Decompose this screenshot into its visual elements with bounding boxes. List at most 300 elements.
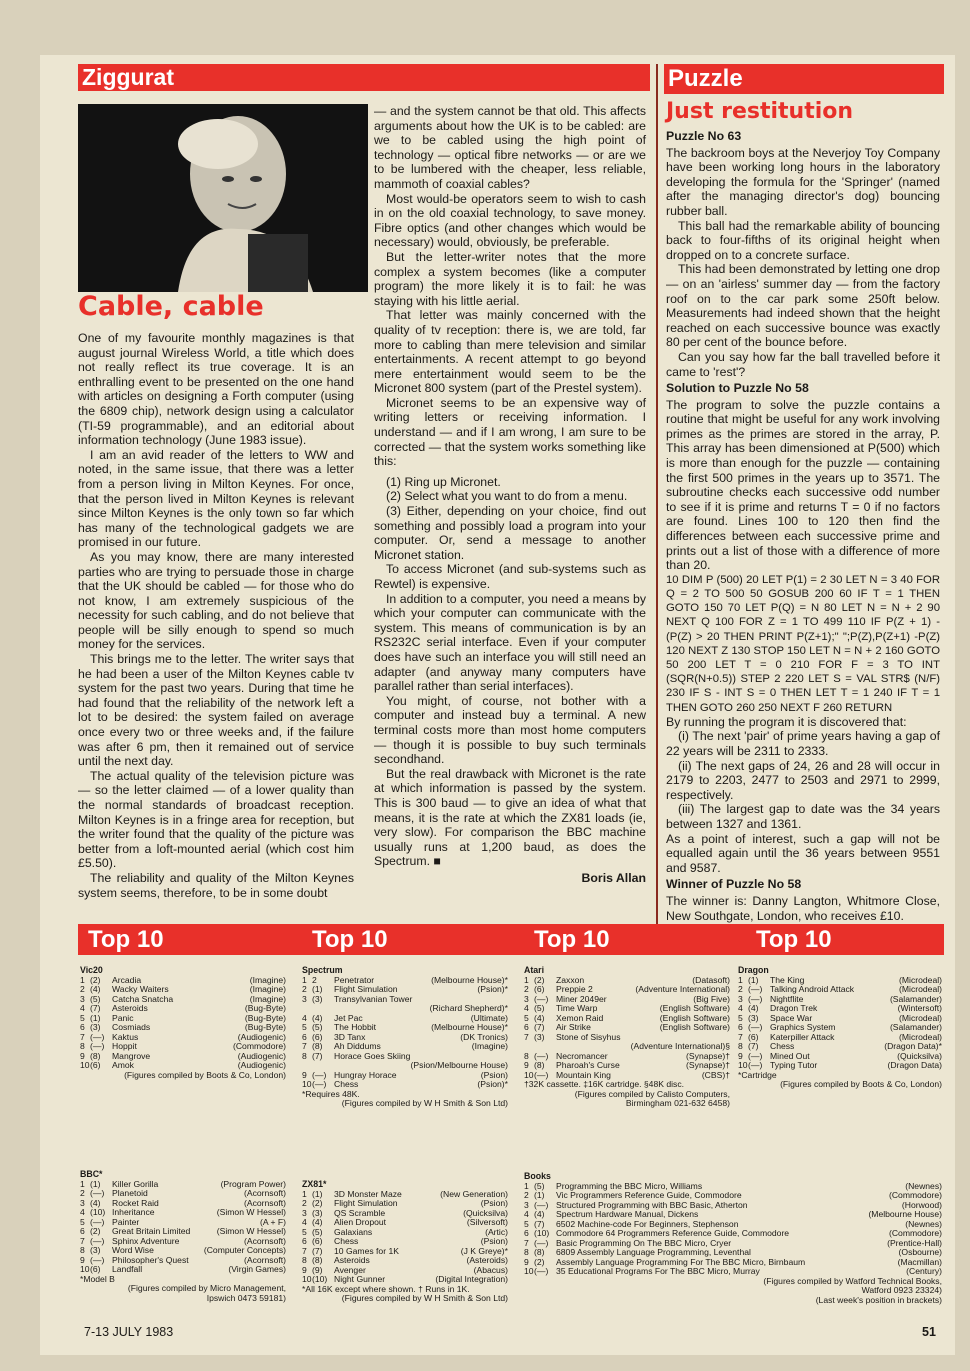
last-week-position: (—)	[90, 1031, 105, 1042]
chart-position: 2	[738, 984, 743, 994]
paragraph: As a point of interest, such a gap will not be equalled again until the 36 years between 9551 and 9587.	[666, 831, 940, 875]
chart-entry-title: Mangrove	[112, 1051, 151, 1061]
last-week-position: (2)	[534, 974, 545, 985]
last-week-position: (—)	[748, 993, 763, 1004]
chart-row	[524, 1210, 942, 1220]
last-week-position: (—)	[90, 1235, 105, 1246]
paragraph: The reliability and quality of the Milton Keynes system seems, therefore, to be in some doubt	[78, 870, 354, 900]
last-week-position: (5)	[90, 993, 101, 1004]
last-week-position: (—)	[312, 1069, 327, 1080]
chart-entry-publisher: (Psion)*	[477, 1079, 508, 1089]
last-week-position: (—)	[534, 1050, 549, 1061]
last-week-position: (10)	[90, 1207, 106, 1217]
chart-position: 8	[738, 1041, 743, 1051]
chart-entry-title: Galaxians	[334, 1227, 373, 1237]
chart-entry-publisher: (English Software)	[659, 1022, 730, 1032]
last-week-position: (2)	[90, 974, 101, 985]
chart-entry-title: Chess	[334, 1080, 359, 1089]
chart-entry-publisher: (Melbourne House)	[868, 1209, 942, 1219]
chart-entry-publisher: (Psion/Melbourne House)	[410, 1060, 508, 1070]
chart-entry-title: 10 Games for 1K	[334, 1246, 399, 1256]
paragraph: (iii) The largest gap to date was the 34 years between 1327 and 1361.	[666, 802, 940, 831]
chart-entry-publisher: (Microdeal)	[899, 1012, 942, 1023]
chart-entry-title: Vic Programmers Reference Guide, Commodore	[556, 1191, 742, 1200]
chart-footnote: (Figures compiled by Calisto Computers,	[574, 1088, 730, 1099]
chart-entry-title: Dragon Trek	[770, 1004, 818, 1013]
chart-position: 6	[524, 1228, 529, 1238]
chart-entry-publisher: (Imagine)	[249, 974, 286, 985]
chart-entry-title: Programming the BBC Micro, Williams	[556, 1181, 703, 1191]
chart-row	[524, 1239, 942, 1249]
chart-position: 8	[80, 1245, 85, 1255]
last-week-position: (7)	[748, 1041, 759, 1051]
last-week-position: (1)	[534, 1190, 545, 1200]
last-week-position: (2)	[534, 1256, 545, 1267]
chart-entry-title: Talking Android Attack	[770, 985, 855, 994]
chart-row	[302, 1061, 508, 1071]
last-week-position: (8)	[534, 1060, 545, 1070]
last-week-position: (1)	[90, 1178, 101, 1189]
chart-position: 6	[738, 1022, 743, 1032]
chart-entry-title: Miner 2049er	[556, 994, 607, 1004]
chart-entry-title: Alien Dropout	[334, 1218, 387, 1227]
chart-entry-publisher: (Audiogenic)	[237, 1031, 286, 1042]
chart-row	[302, 1042, 508, 1052]
chart-entry-publisher: (Commodore)	[888, 1228, 942, 1238]
chart-position: 1	[524, 974, 529, 985]
chart-entry-title: Planetoid	[112, 1189, 148, 1198]
puzzle-headline: Just restitution	[666, 99, 854, 124]
last-week-position: (1)	[312, 984, 323, 994]
last-week-position: (7)	[534, 1022, 545, 1032]
chart-entry-title: Kaktus	[112, 1032, 139, 1042]
chart-entry-title: 6502 Machine-code For Beginners, Stephenson	[556, 1219, 739, 1229]
top10-label: Top 10	[312, 926, 388, 953]
paragraph: As you may know, there are many interested parties who are trying to persuade those in charge that the UK should be cabled — for those who do not know, I am extremely suspicious of the necessity for such cabling, and do not believe that people will be silly enough to spend so much money for the services.	[78, 549, 354, 652]
chart-row	[524, 1061, 730, 1071]
chart-entry-title: Necromancer	[556, 1051, 608, 1061]
chart-position: 1	[524, 1180, 529, 1191]
chart-position: 8	[524, 1247, 529, 1257]
chart-entry-title: Ah Diddums	[334, 1042, 381, 1051]
column-divider	[656, 64, 658, 924]
chart-entry-publisher: (CBS)†	[701, 1069, 730, 1080]
chart-entry-publisher: (Commodore)	[888, 1190, 942, 1200]
chart-entry-title: Flight Simulation	[334, 1199, 398, 1208]
last-week-position: (4)	[90, 984, 101, 994]
chart-entry-title: Word Wise	[112, 1246, 154, 1255]
chart-entry-title: Inheritance	[112, 1208, 155, 1217]
chart-title: Books	[524, 1171, 551, 1181]
paragraph: The actual quality of the television picture was — so the letter claimed — of a lower quality than the normal standards of broadcast reception. Milton Keynes is in a fringe area for reception, but the writer found that the quality of the picture was better from a loft-mounted aerial (which cost him £5.50).	[78, 768, 354, 871]
chart-position: 8	[80, 1041, 85, 1051]
chart-entry-title: Xemon Raid	[556, 1013, 604, 1023]
chart-entry-title: Structured Programming with BBC Basic, Atherton	[556, 1200, 748, 1210]
chart-title: ZX81*	[302, 1179, 327, 1189]
chart-entry-title	[334, 1061, 411, 1071]
chart-position: 2	[80, 1188, 85, 1198]
chart-row	[524, 1191, 942, 1201]
paragraph: This had been demonstrated by letting one drop — on an 'airless' summer day — from the factory roof on to the car park some 250ft below. Measurements had indeed shown that the height reached on each successive bounce was exactly 80 per cent of the bounce before.	[666, 262, 940, 350]
paragraph: One of my favourite monthly magazines is that august journal Wireless World, a title which does not really reflect its true coverage. It is an enthralling event to be presented on the one hand with articles on designing a Forth computer (using the 6809 chip), network design using a calculator (TI-59 programmable), and an editorial about information technology (June 1983 issue).	[78, 331, 354, 448]
top10-label: Top 10	[756, 926, 832, 953]
chart-entry-publisher: (Psion)	[480, 1198, 508, 1208]
chart-position: 4	[80, 1207, 85, 1217]
chart-entry-publisher: (Melbourne House)*	[431, 974, 508, 985]
chart-position: 10	[524, 1069, 534, 1080]
chart-entry-publisher: (Digital Integration)	[435, 1274, 508, 1284]
last-week-position: (9)	[312, 1264, 323, 1275]
last-week-position: (10)	[534, 1228, 550, 1238]
last-week-position: (—)	[748, 1022, 763, 1032]
last-week-position: (4)	[534, 1012, 545, 1023]
last-week-position: (—)	[90, 1041, 105, 1051]
chart-position: 5	[302, 1226, 307, 1237]
chart-entry-publisher: (Imagine)	[471, 1041, 508, 1051]
chart-entry-publisher: (English Software)	[659, 1012, 730, 1023]
last-week-position: (—)	[534, 1199, 549, 1210]
chart-entry-publisher: (Program Power)	[220, 1178, 286, 1189]
chart-position: 10	[80, 1264, 90, 1274]
paragraph: Can you say how far the ball travelled before it came to 'rest'?	[666, 349, 940, 379]
chart-position: 1	[80, 1178, 85, 1189]
chart-entry-title: Typing Tutor	[770, 1061, 818, 1070]
paragraph: To access Micronet (and sub-systems such as Rewtel) is expensive.	[374, 562, 646, 591]
chart-entry-title: Commodore 64 Programmers Reference Guide, Commodore	[556, 1229, 790, 1238]
last-week-position: (7)	[90, 1003, 101, 1013]
chart-entry-title: Catcha Snatcha	[112, 994, 174, 1004]
chart-row	[302, 985, 508, 995]
chart-position: 4	[524, 1003, 529, 1013]
chart-entry-publisher: (Horwood)	[901, 1199, 942, 1210]
section-title: Puzzle	[668, 65, 743, 92]
chart-zx81	[302, 1180, 508, 1304]
chart-position: 6	[302, 1031, 307, 1042]
last-week-position: (—)	[312, 1079, 327, 1089]
last-week-position: (—)	[90, 1188, 105, 1198]
chart-entry-publisher: (Bug-Byte)	[244, 1012, 286, 1023]
chart-title: Atari	[524, 965, 545, 975]
puzzle-number: Puzzle No 63	[666, 129, 742, 143]
chart-entry-publisher: (New Generation)	[440, 1188, 508, 1199]
chart-entry-title: Jet Pac	[334, 1013, 363, 1023]
chart-position: 4	[80, 1003, 85, 1013]
chart-entry-title: Cosmiads	[112, 1023, 151, 1032]
chart-position: 8	[302, 1255, 307, 1265]
chart-footnote: (Figures compiled by Boots & Co, London)	[780, 1079, 942, 1089]
chart-entry-publisher: (Prentice-Hall)	[887, 1237, 942, 1248]
chart-entry-publisher: (Microdeal)	[899, 974, 942, 985]
last-week-position: (6)	[90, 1060, 101, 1070]
last-week-position: (—)	[534, 1266, 549, 1276]
chart-entry-title	[556, 1042, 631, 1052]
chart-position: 5	[738, 1012, 743, 1023]
chart-position: 7	[80, 1235, 85, 1246]
last-week-position: (—)	[748, 1060, 763, 1070]
chart-title: BBC*	[80, 1169, 103, 1179]
chart-footnote: (Figures compiled by W H Smith & Son Ltd)	[341, 1098, 508, 1108]
chart-entry-publisher: (Ultimate)	[470, 1012, 508, 1023]
chart-row	[524, 1220, 942, 1230]
paragraph: But the letter-writer notes that the more complex a system becomes (like a computer program) the more likely it is to fail: he was staying with his little aerial.	[374, 249, 646, 308]
article-headline: Cable, cable	[78, 291, 264, 322]
last-week-position: (—)	[748, 1050, 763, 1061]
chart-entry-publisher: (Synapse)†	[686, 1060, 730, 1070]
chart-position: 8	[302, 1050, 307, 1061]
section-title: Ziggurat	[82, 64, 174, 90]
chart-position: 1	[302, 974, 307, 985]
chart-entry-title: 3D Monster Maze	[334, 1189, 402, 1199]
chart-entry-title: The Hobbit	[334, 1023, 377, 1032]
chart-entry-publisher: (DK Tronics)	[460, 1031, 508, 1042]
chart-row	[524, 1258, 942, 1268]
paragraph: In addition to a computer, you need a means by which your computer can communicate with the system. This means of communication is by an RS232C serial interface. Even if your computer does have such an interface you will still need an adapter (and anyway many computers have parallel rather than serial interfaces).	[374, 591, 646, 694]
chart-entry-publisher: (A + F)	[259, 1216, 286, 1227]
last-week-position: (1)	[90, 1012, 101, 1023]
paragraph: By running the program it is discovered that:	[666, 714, 907, 729]
chart-position: 1	[80, 974, 85, 985]
chart-entry-publisher: (Virgin Games)	[228, 1264, 286, 1274]
chart-position: 9	[80, 1254, 85, 1265]
chart-entry-title: Arcadia	[112, 975, 142, 985]
chart-title: Dragon	[738, 965, 769, 975]
chart-entry-publisher: (Dragon Data)	[887, 1060, 942, 1070]
chart-entry-title	[334, 1004, 430, 1014]
page-number: 51	[922, 1325, 936, 1339]
chart-position: 1	[302, 1188, 307, 1199]
chart-entry-publisher: (Psion)	[480, 1069, 508, 1080]
paragraph: (2) Select what you want to do from a menu.	[386, 489, 628, 504]
chart-entry-publisher: (Imagine)	[249, 984, 286, 994]
puzzle-column	[666, 127, 940, 923]
chart-entry-publisher: (J K Greye)*	[460, 1245, 508, 1256]
last-week-position: (3)	[748, 1012, 759, 1023]
chart-row	[302, 1228, 508, 1238]
chart-position: 6	[80, 1226, 85, 1236]
last-week-position: (6)	[748, 1031, 759, 1042]
chart-entry-publisher: (Quicksilva)	[897, 1050, 942, 1061]
chart-footnote: *Model B	[80, 1273, 115, 1284]
chart-books	[524, 1172, 942, 1305]
chart-position: 9	[738, 1050, 743, 1061]
chart-entry-title: Time Warp	[556, 1004, 598, 1013]
last-week-position: 2	[312, 974, 317, 985]
chart-position: 4	[738, 1003, 743, 1013]
chart-entry-publisher: (Acornsoft)	[243, 1197, 286, 1208]
chart-vic20	[80, 966, 286, 1080]
chart-footnote: *Requires 48K.	[302, 1088, 360, 1099]
last-week-position: (7)	[312, 1050, 323, 1061]
last-week-position: (8)	[90, 1050, 101, 1061]
chart-entry-title: Space War	[770, 1013, 813, 1023]
chart-bbc	[80, 1170, 286, 1303]
chart-position: 10	[302, 1274, 312, 1284]
paragraph: (3) Either, depending on your choice, find out something and possibly load a program into your computer. Or, send a message to another Micronet station.	[374, 504, 646, 562]
chart-position: 9	[80, 1050, 85, 1061]
chart-entry-title: QS Scramble	[334, 1208, 386, 1218]
last-week-position: (8)	[312, 1041, 323, 1051]
chart-entry-publisher: (Big Five)	[693, 993, 730, 1004]
last-week-position: (7)	[534, 1218, 545, 1229]
chart-entry-title: 6809 Assembly Language Programming, Leventhal	[556, 1248, 751, 1257]
chart-position: 4	[302, 1012, 307, 1023]
chart-position: 2	[80, 984, 85, 994]
chart-entry-title: Pharoah's Curse	[556, 1061, 620, 1070]
chart-entry-title: Spectrum Hardware Manual, Dickens	[556, 1210, 699, 1219]
chart-entry-title: Killer Gorilla	[112, 1179, 159, 1189]
chart-position: 7	[738, 1031, 743, 1042]
chart-entry-title: Basic Programming On The BBC Micro, Cryer	[556, 1238, 732, 1248]
chart-entry-title: 3D Tanx	[334, 1032, 366, 1042]
last-week-position: (—)	[748, 984, 763, 994]
chart-entry-publisher: (Salamander)	[889, 993, 942, 1004]
chart-position: 3	[80, 1197, 85, 1208]
chart-entry-title: Transylvanian Tower	[334, 994, 413, 1004]
chart-entry-title: Stone of Sisyhus	[556, 1032, 621, 1042]
chart-entry-title: Sphinx Adventure	[112, 1236, 180, 1246]
chart-footnote: (Figures compiled by Watford Technical Books,	[763, 1275, 942, 1286]
chart-position: 7	[302, 1041, 307, 1051]
last-week-position: (8)	[312, 1255, 323, 1265]
chart-entry-title: Wacky Waiters	[112, 985, 169, 994]
last-week-position: (—)	[534, 1237, 549, 1248]
chart-position: 6	[80, 1022, 85, 1032]
chart-entry-title: Flight Simulation	[334, 985, 398, 994]
chart-position: 3	[524, 1199, 529, 1210]
chart-entry-publisher: (Bug-Byte)	[244, 1022, 286, 1032]
chart-entry-publisher: (Newnes)	[905, 1218, 942, 1229]
issue-date: 7-13 JULY 1983	[84, 1325, 174, 1339]
chart-entry-title: Philosopher's Quest	[112, 1255, 189, 1265]
last-week-position: (2)	[312, 1198, 323, 1208]
last-week-position: (—)	[534, 1069, 549, 1080]
chart-position: 2	[524, 984, 529, 994]
chart-entry-publisher: (Imagine)	[249, 993, 286, 1004]
last-week-position: (3)	[534, 1031, 545, 1042]
chart-footnote: †32K cassette. ‡16K cartridge. §48K disc.	[524, 1079, 685, 1089]
chart-footnote: Ipswich 0473 59181)	[206, 1292, 286, 1303]
article-column-1	[78, 331, 354, 900]
chart-entry-publisher: (Newnes)	[905, 1180, 942, 1191]
paragraph: Micronet seems to be an expensive way of writing letters or receiving information. I understand — and if I am wrong, I am sure to be corrected — that the system works something like this:	[374, 395, 646, 469]
last-week-position: (10)	[312, 1274, 328, 1284]
chart-entry-publisher: (Wintersoft)	[897, 1003, 942, 1013]
chart-entry-publisher: (Computer Concepts)	[203, 1245, 286, 1255]
chart-entry-publisher: (Commodore)	[232, 1041, 286, 1051]
top10-label: Top 10	[88, 926, 164, 953]
chart-row	[302, 1190, 508, 1200]
chart-entry-title: Asteroids	[334, 1256, 370, 1265]
chart-position: 10	[738, 1060, 748, 1070]
chart-entry-title: The King	[770, 975, 805, 985]
chart-entry-publisher: (Osbourne)	[898, 1247, 942, 1257]
chart-position: 6	[524, 1022, 529, 1032]
chart-entry-publisher: (Audiogenic)	[237, 1060, 286, 1070]
chart-position: 5	[524, 1012, 529, 1023]
chart-position: 7	[302, 1245, 307, 1256]
chart-entry-publisher: (Silversoft)	[466, 1217, 508, 1227]
paragraph: This brings me to the letter. The writer says that he had been a user of the Milton Keynes cable tv system for the past two years. During that time he had found that the reliability of the network left a lot to be desired: the system failed on average once every two or three weeks and, if the failure was after 6 pm, then it remained out of service until the next day.	[78, 652, 354, 769]
chart-entry-publisher: (Microdeal)	[899, 984, 942, 994]
chart-entry-publisher: (Psion)	[480, 1236, 508, 1246]
chart-position: 8	[524, 1050, 529, 1061]
section-header-ziggurat	[78, 64, 650, 91]
chart-entry-title: Amok	[112, 1061, 134, 1070]
chart-position: 3	[524, 993, 529, 1004]
solution-text: The program to solve the puzzle contains a routine that might be useful for any work involving primes as the primes are stored in the array, P. This array has been dimensioned at P(500) which is more than enough for the puzzle — containing the first 500 primes in the years up to 3571. The subroutine checks each successive odd number to see if it is prime and returns T = 0 if no factors are found. Lines 100 to 120 then find the differences between each successive prime and prints out a list of those with a difference of more than 20.	[666, 397, 940, 573]
chart-spectrum	[302, 966, 508, 1109]
paragraph: You might, of course, not bother with a computer and instead buy a terminal. A new terminal costs more than most home computers — though it is possible to buy such terminals secondhand.	[374, 693, 646, 767]
chart-position: 9	[302, 1069, 307, 1080]
byline: Boris Allan	[581, 870, 646, 885]
chart-row	[524, 1023, 730, 1033]
paragraph: That letter was mainly concerned with the quality of tv reception: there is, we are told, far more to cabling than mere television and similar entertainments. A recent attempt to go beyond mere entertainment would seem to be the Micronet 800 system (part of the Prestel system).	[374, 308, 646, 396]
chart-entry-publisher: (Datasoft)	[692, 974, 730, 985]
top10-label: Top 10	[534, 926, 610, 953]
last-week-position: (8)	[534, 1247, 545, 1257]
chart-entry-title: Avenger	[334, 1265, 366, 1275]
chart-entry-title: Graphics System	[770, 1023, 836, 1032]
last-week-position: (6)	[90, 1264, 101, 1274]
chart-entry-publisher: (Century)	[906, 1266, 942, 1276]
chart-position: 3	[738, 993, 743, 1004]
chart-entry-title: Nightflite	[770, 994, 804, 1004]
chart-footnote: (Figures compiled by W H Smith & Son Ltd)	[341, 1293, 508, 1303]
chart-entry-publisher: (Macmillan)	[897, 1256, 942, 1267]
last-week-position: (5)	[534, 1180, 545, 1191]
chart-entry-publisher: (Psion)*	[477, 984, 508, 994]
chart-entry-publisher: (Richard Shepherd)*	[429, 1003, 508, 1013]
winner-title: Winner of Puzzle No 58	[666, 877, 802, 892]
last-week-position: (3)	[312, 993, 323, 1004]
chart-position: 7	[524, 1031, 529, 1042]
program-listing: 10 DIM P (500) 20 LET P(1) = 2 30 LET N = 3 40 FOR Q = 2 TO 500 50 GOSUB 200 60 IF T = 1 THEN GOTO 150 70 LET P(Q) = N 80 LET N = N + 2 90 NEXT Q 100 FOR Z = 1 TO 499 110 IF P(Z + 1) - (P(Z) > 20 THEN PRINT P(Z+1);" ";P(Z),P(Z+1) -P(Z) 120 NEXT Z 130 STOP 150 LET N = N + 2 160 GOTO 50 200 LET T = 0 210 FOR F = 3 TO INT (SQR(N+0.5)) STEP 2 220 LET S = VAL STR$ (N/F) 230 IF S - INT S = 0 THEN LET T = 1 240 IF T = 1 THEN GOTO 260 250 NEXT F 260 RETURN	[666, 573, 940, 714]
article-column-2	[374, 104, 646, 885]
last-week-position: (2)	[90, 1226, 101, 1236]
chart-entry-title: Panic	[112, 1013, 134, 1023]
chart-position: 9	[524, 1256, 529, 1267]
last-week-position: (4)	[534, 1209, 545, 1219]
chart-row	[524, 1229, 942, 1239]
last-week-position: (3)	[90, 1022, 101, 1032]
paragraph: This ball had the remarkable ability of bouncing back to four-fifths of its original height when dropped on to a concrete surface.	[666, 218, 940, 262]
last-week-position: (4)	[312, 1012, 323, 1023]
chart-position: 4	[524, 1209, 529, 1219]
chart-entry-title: Katerpiller Attack	[770, 1032, 835, 1042]
chart-position: 10	[524, 1266, 534, 1276]
chart-position: 7	[80, 1031, 85, 1042]
chart-entry-title: Assembly Language Programming For The BBC Micro, Birnbaum	[556, 1257, 806, 1267]
chart-position: 3	[302, 1207, 307, 1218]
last-week-position: (3)	[312, 1207, 323, 1218]
paragraph: (ii) The next gaps of 24, 26 and 28 will occur in 2179 to 2203, 2477 to 2503 and 2971 to 2999, respectively.	[666, 758, 940, 802]
last-week-position: (6)	[312, 1031, 323, 1042]
chart-dragon	[738, 966, 942, 1090]
chart-entry-publisher: (Audiogenic)	[237, 1050, 286, 1061]
chart-position: 5	[302, 1022, 307, 1032]
chart-entry-publisher: (Abacus)	[473, 1264, 508, 1275]
chart-entry-publisher: (English Software)	[659, 1003, 730, 1013]
chart-position: 6	[302, 1236, 307, 1246]
chart-title: Vic20	[80, 965, 103, 975]
chart-position: 3	[302, 993, 307, 1004]
chart-position: 2	[302, 1198, 307, 1208]
chart-footnote: (Figures compiled by Boots & Co, London)	[124, 1069, 286, 1080]
paragraph: (i) The next 'pair' of prime years having a gap of 22 years will be 2311 to 2333.	[666, 729, 940, 759]
winner-text: The winner is: Danny Langton, Whitmore Close, New Southgate, London, who receives £10.	[666, 893, 940, 923]
last-week-position: (4)	[312, 1217, 323, 1227]
chart-entry-title: Night Gunner	[334, 1275, 386, 1284]
